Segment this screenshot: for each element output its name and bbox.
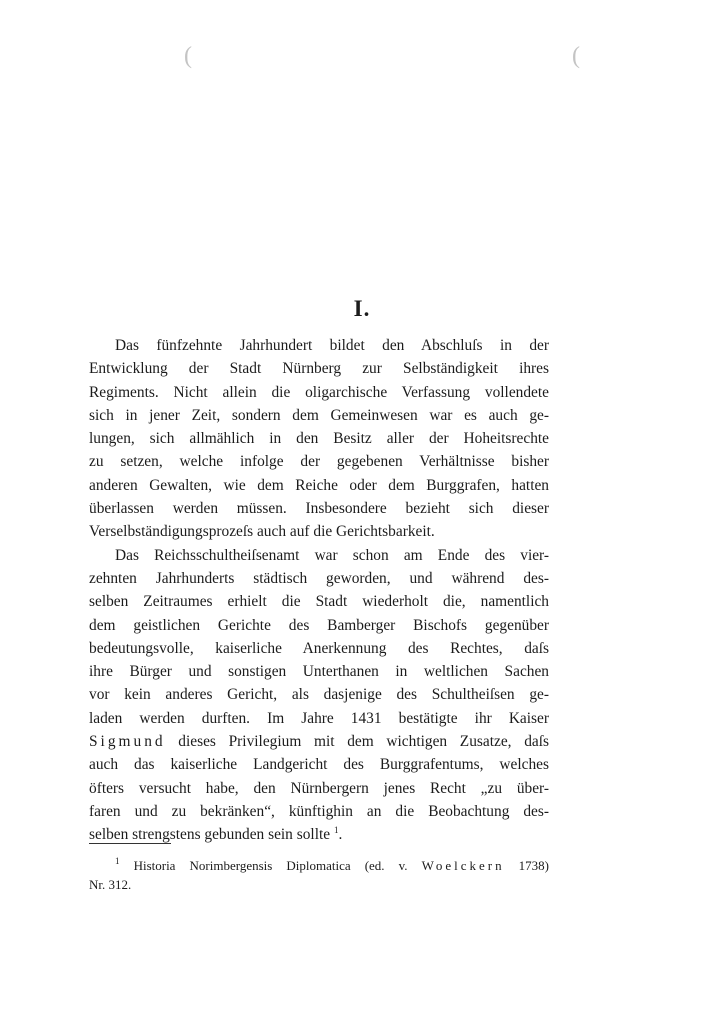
paragraph-line: Regiments. Nicht allein die oligarchische Verfassung vollendete bbox=[89, 383, 549, 401]
chapter-heading: I. bbox=[353, 296, 371, 321]
paragraph-line: Das fünfzehnte Jahrhundert bildet den Abschluſs in der bbox=[115, 337, 549, 354]
paragraph-line: auch das kaiserliche Landgericht des Burggrafentums, welches bbox=[89, 756, 549, 774]
footnote-divider bbox=[89, 843, 171, 844]
line-rest: dieses Privilegium mit dem wichtigen Zusatze, daſs bbox=[165, 733, 549, 751]
paragraph-line: selben strengstens gebunden sein sollte $^1$. bbox=[89, 825, 343, 844]
paragraph-line: zehnten Jahrhunderts städtisch geworden, und während des- bbox=[89, 569, 549, 587]
paragraph-line: laden werden durften. Im Jahre 1431 bestätigte ihr Kaiser bbox=[89, 709, 549, 727]
footnote-reference[interactable]: 1 bbox=[333, 825, 339, 836]
paragraph-line: öfters versucht habe, den Nürnbergern jenes Recht „zu über- bbox=[89, 779, 549, 797]
margin-mark-right: ( bbox=[572, 43, 580, 69]
footnote-line: Nr. 312. bbox=[89, 877, 132, 892]
paragraph-line: selben Zeitraumes erhielt die Stadt wiederholt die, namentlich bbox=[89, 593, 549, 611]
paragraph-line: dem geistlichen Gerichte des Bamberger Bischofs gegenüber bbox=[89, 616, 549, 634]
footnote bbox=[89, 856, 549, 894]
paragraph-line: lungen, sich allmählich in den Besitz aller der Hoheitsrechte bbox=[89, 430, 549, 448]
editor-name: Woelckern bbox=[421, 858, 505, 873]
paragraph-line: Das Reichsschultheiſsenamt war schon am Ende des vier- bbox=[115, 546, 549, 564]
footnote-line bbox=[89, 856, 549, 875]
paragraph-line: sich in jener Zeit, sondern dem Gemeinwesen war es auch ge- bbox=[89, 406, 549, 424]
footnote-text-pre: Historia Norimbergensis Diplomatica (ed. v. bbox=[119, 858, 422, 873]
last-line-text: selben strengstens gebunden sein sollte bbox=[89, 826, 331, 844]
paragraph-line: Entwicklung der Stadt Nürnberg zur Selbständigkeit ihres bbox=[89, 360, 549, 378]
paragraph-line: überlassen werden müssen. Insbesondere bezieht sich dieser bbox=[89, 500, 549, 518]
paragraph-line: faren und zu bekränken“, künftighin an die Beobachtung des- bbox=[89, 802, 549, 820]
paragraph-line: bedeutungsvolle, kaiserliche Anerkennung des Rechtes, daſs bbox=[89, 639, 549, 657]
footnote-text-post: 1738) bbox=[504, 858, 549, 873]
paragraph-line bbox=[89, 730, 549, 753]
paragraph-line: ihre Bürger und sonstigen Unterthanen in weltlichen Sachen bbox=[89, 663, 549, 681]
paragraph-line: vor kein anderes Gericht, als dasjenige des Schultheiſsen ge- bbox=[89, 686, 549, 704]
body-text bbox=[89, 334, 549, 847]
margin-mark-left: ( bbox=[184, 43, 192, 69]
footnote-marker: 1 bbox=[115, 856, 120, 866]
paragraph-line: zu setzen, welche infolge der gegebenen Verhältnisse bisher bbox=[89, 453, 549, 471]
paragraph-line: Verselbständigungsprozeſs auch auf die Gerichtsbarkeit. bbox=[89, 523, 435, 541]
paragraph-line: anderen Gewalten, wie dem Reiche oder dem Burggrafen, hatten bbox=[89, 476, 549, 494]
emperor-name: Sigmund bbox=[89, 733, 166, 751]
